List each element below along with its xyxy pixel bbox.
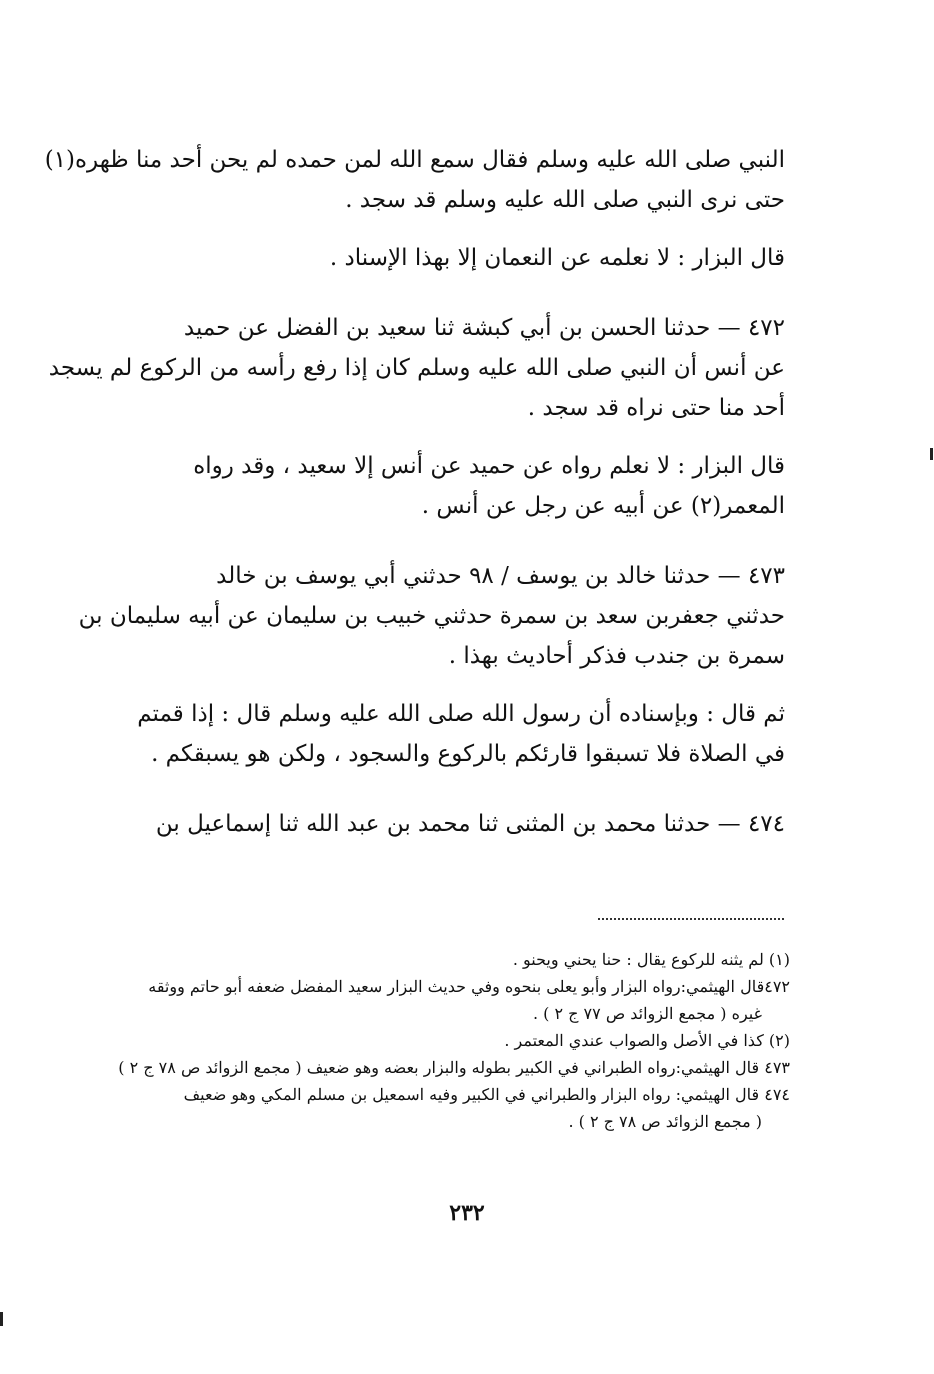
main-text [44,140,785,862]
text-line: سمرة بن جندب فذكر أحاديث بهذا . [448,643,785,669]
text-line: قال البزار : لا نعلمه عن النعمان إلا بهذا الإسناد . [329,245,785,271]
paragraph-bazzar-comment-472 [95,446,785,526]
text-line: أحد منا حتى نراه قد سجد . [527,395,785,421]
paragraph-hadith-473 [78,556,785,676]
footnote-472-continued: غيره ( مجمع الزوائد ص ٧٧ ج ٢ ) . [532,1004,762,1023]
text-line: ٤٧٤ — حدثنا محمد بن المثنى ثنا محمد بن عبد الله ثنا إسماعيل بن [155,811,785,837]
footnote-474: ٤٧٤ قال الهيثمي: رواه البزار والطبراني في الكبير وفيه اسمعيل بن مسلم المكي وهو ضعيف [183,1085,790,1104]
paragraph-bazzar-comment [95,238,785,278]
text-line: حتى نرى النبي صلى الله عليه وسلم قد سجد . [345,187,785,213]
text-line: حدثني جعفربن سعد بن سمرة حدثني خبيب بن سليمان عن أبيه سليمان بن [78,603,785,629]
paragraph-hadith-474 [95,804,785,844]
scan-edge-mark [930,448,933,460]
footnote-473: ٤٧٣ قال الهيثمي:رواه الطبراني في الكبير بطوله والبزار بعضه وهو ضعيف ( مجمع الزوائد ص ٧٨ ج ٢ ) [118,1058,790,1077]
footnote-472: ٤٧٢قال الهيثمي:رواه البزار وأبو يعلى بنحوه وفي حديث البزار سعيد المفضل ضعفه أبو حاتم ووثقه [148,977,790,996]
text-line: ثم قال : وبإسناده أن رسول الله صلى الله عليه وسلم قال : إذا قمتم [137,701,785,727]
scan-edge-mark [0,1312,3,1326]
paragraph-hadith-continuation [44,140,785,220]
paragraph-hadith-473-text [95,694,785,774]
footnote-2: (٢) كذا في الأصل والصواب عندي المعتمر . [504,1031,790,1050]
footnotes [95,946,790,1135]
footnote-divider [598,918,784,920]
footnote-1: (١) لم يثنه للركوع يقال : حنا يحني ويحنو . [512,950,790,969]
text-line: في الصلاة فلا تسبقوا قارئكم بالركوع والسجود ، ولكن هو يسبقكم . [151,741,785,767]
text-line: ٤٧٢ — حدثنا الحسن بن أبي كبشة ثنا سعيد بن الفضل عن حميد [183,315,785,341]
text-line: ٤٧٣ — حدثنا خالد بن يوسف / ٩٨ حدثني أبي يوسف بن خالد [216,563,785,589]
text-line: قال البزار : لا نعلم رواه عن حميد عن أنس إلا سعيد ، وقد رواه [193,453,785,479]
text-line: عن أنس أن النبي صلى الله عليه وسلم كان إذا رفع رأسه من الركوع لم يسجد [48,355,785,381]
paragraph-hadith-472 [48,308,785,428]
text-line: المعمر(٢) عن أبيه عن رجل عن أنس . [421,493,785,519]
text-line: النبي صلى الله عليه وسلم فقال سمع الله لمن حمده لم يحن أحد منا ظهره(١) [44,147,785,173]
footnote-474-continued: ( مجمع الزوائد ص ٧٨ ج ٢ ) . [568,1112,762,1131]
page-number: ٢٣٢ [449,1200,485,1226]
